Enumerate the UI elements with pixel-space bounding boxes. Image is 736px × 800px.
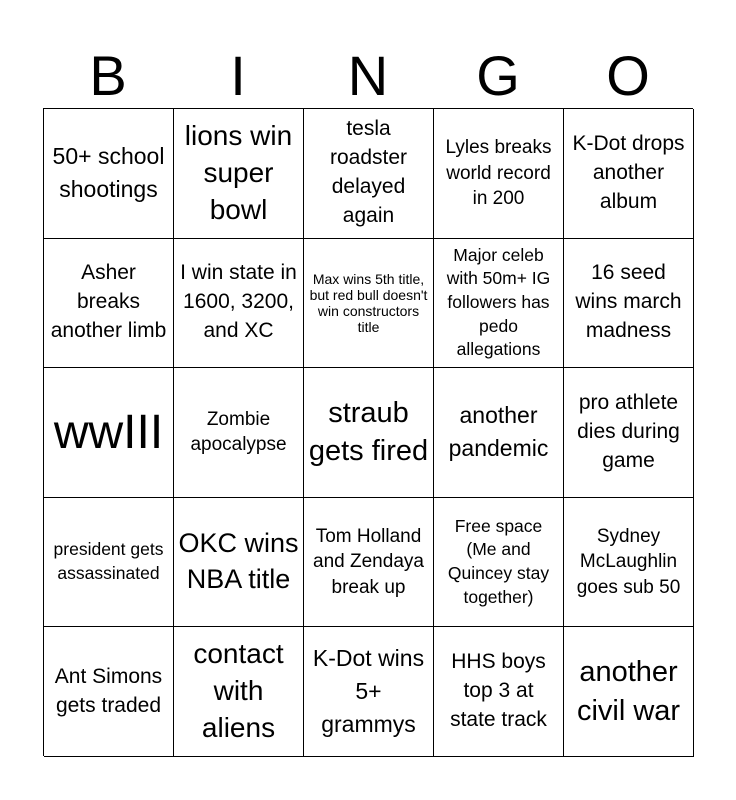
bingo-header xyxy=(43,44,693,108)
header-letter-n: N xyxy=(347,44,389,107)
header-letter-i: I xyxy=(230,44,246,107)
bingo-cell[interactable] xyxy=(174,109,304,239)
bingo-cell[interactable] xyxy=(304,109,434,239)
bingo-card-grid xyxy=(43,108,693,756)
cell-text: Major celeb with 50m+ IG followers has pedo allegations xyxy=(446,244,551,360)
bingo-cell[interactable] xyxy=(174,627,304,757)
bingo-cell[interactable] xyxy=(564,498,694,628)
bingo-cell[interactable] xyxy=(434,239,564,369)
bingo-cell[interactable] xyxy=(44,627,174,757)
bingo-cell[interactable] xyxy=(434,109,564,239)
bingo-cell[interactable] xyxy=(44,498,174,628)
bingo-cell[interactable] xyxy=(304,239,434,369)
cell-text: Sydney McLaughlin goes sub 50 xyxy=(576,526,681,598)
cell-text: Max wins 5th title, but red bull doesn't win constructors title xyxy=(309,270,428,335)
cell-text: Free space (Me and Quincey stay together) xyxy=(447,515,550,607)
cell-text: HHS boys top 3 at state track xyxy=(450,650,547,732)
cell-text: K-Dot wins 5+ grammys xyxy=(312,644,425,738)
bingo-cell[interactable] xyxy=(564,627,694,757)
bingo-cell[interactable] xyxy=(434,368,564,498)
header-letter-o: O xyxy=(606,44,650,107)
cell-text: another civil war xyxy=(576,656,681,727)
cell-text: K-Dot drops another album xyxy=(572,131,685,213)
bingo-cell[interactable] xyxy=(44,239,174,369)
bingo-cell[interactable] xyxy=(304,368,434,498)
cell-text: 50+ school shootings xyxy=(52,142,165,203)
cell-text: Ant Simons gets traded xyxy=(54,664,163,717)
cell-text: lions win super bowl xyxy=(184,119,293,225)
bingo-cell[interactable] xyxy=(434,627,564,757)
bingo-cell[interactable] xyxy=(304,627,434,757)
bingo-cell[interactable] xyxy=(304,498,434,628)
cell-text: Tom Holland and Zendaya break up xyxy=(313,526,424,598)
cell-text: 16 seed wins march madness xyxy=(575,261,682,343)
header-letter-g: G xyxy=(476,44,520,107)
cell-text: contact with aliens xyxy=(193,638,284,744)
header-letter-b: B xyxy=(89,44,127,107)
cell-text: another pandemic xyxy=(448,402,549,462)
cell-text: Lyles breaks world record in 200 xyxy=(445,137,552,209)
bingo-cell[interactable] xyxy=(44,368,174,498)
bingo-cell[interactable] xyxy=(174,498,304,628)
bingo-cell[interactable] xyxy=(564,109,694,239)
bingo-cell[interactable] xyxy=(564,368,694,498)
bingo-cell[interactable] xyxy=(174,239,304,369)
cell-text: OKC wins NBA title xyxy=(178,528,299,595)
cell-text: I win state in 1600, 3200, and XC xyxy=(180,261,297,343)
cell-text: straub gets fired xyxy=(308,397,429,468)
free-space-cell[interactable] xyxy=(434,498,564,628)
cell-text: tesla roadster delayed again xyxy=(329,117,408,228)
cell-text: pro athlete dies during game xyxy=(577,391,680,472)
cell-text: president gets assassinated xyxy=(53,539,164,584)
bingo-cell[interactable] xyxy=(44,109,174,239)
bingo-cell[interactable] xyxy=(564,239,694,369)
bingo-cell[interactable] xyxy=(174,368,304,498)
cell-text: Asher breaks another limb xyxy=(50,261,167,343)
cell-text: Zombie apocalypse xyxy=(190,409,287,456)
cell-text: wwIII xyxy=(53,405,164,459)
